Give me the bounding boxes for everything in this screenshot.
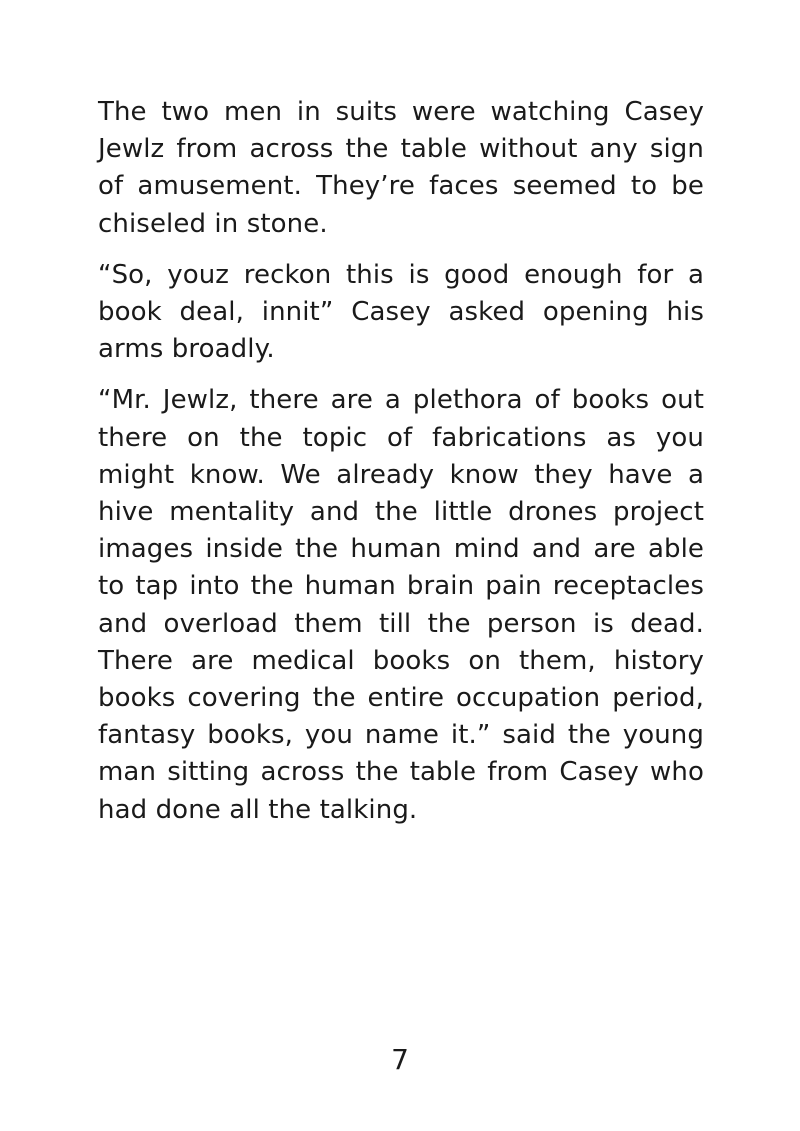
paragraph-1: The two men in suits were watching Casey Jewlz from across the table without any sign of amusement. They’re faces seemed to be chiseled in stone. [98, 97, 704, 239]
paragraph-2: “So, youz reckon this is good enough for a book deal, innit” Casey asked opening his arms broadly. [98, 259, 704, 365]
body-text [98, 94, 704, 843]
paragraph-3: “Mr. Jewlz, there are a plethora of books out there on the topic of fabrications as you might know. We already know they have a hive mentality and the little drones project images inside the human mind and are able to tap into the human brain pain receptacles and overload them till the person is dead. There are medical books on them, history books covering the entire occupation period, fantasy books, you name it.” said the young man sitting across the table from Casey who had done all the talking. [98, 385, 704, 825]
page-number: 7 [391, 1043, 409, 1076]
